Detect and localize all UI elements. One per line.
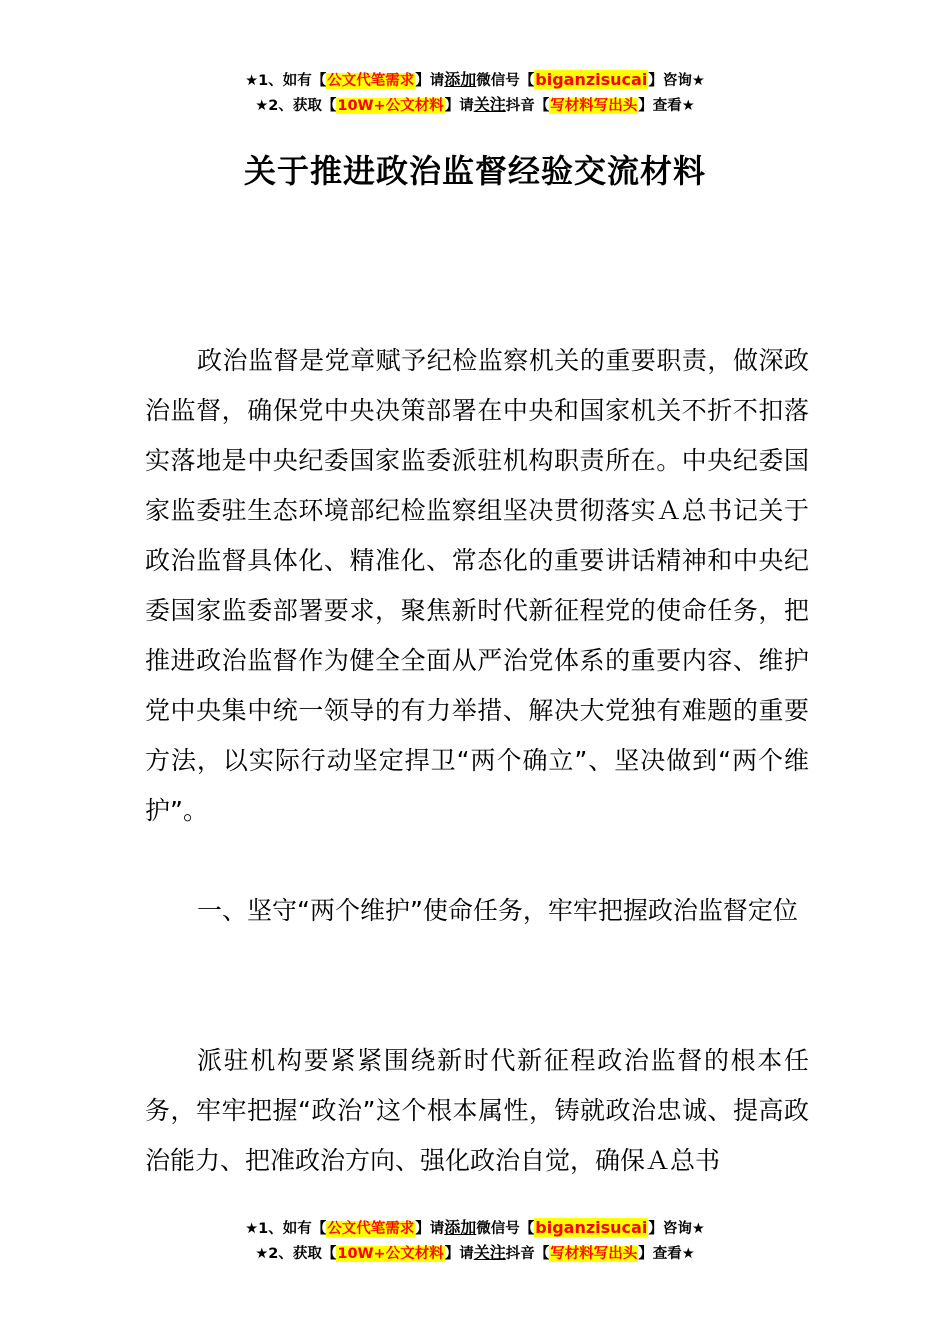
banner-text: 】请 xyxy=(415,73,445,89)
banner-wechat-id: biganzisucai xyxy=(535,70,648,89)
banner-highlight: 公文代笔需求 xyxy=(327,1221,415,1237)
banner-text: 微信号【 xyxy=(476,73,535,89)
banner-text: ★2、获取【 xyxy=(255,98,337,114)
banner-text: 微信号【 xyxy=(476,1221,535,1237)
banner-text: 】请 xyxy=(444,98,474,114)
banner-line-1 xyxy=(0,68,950,93)
body-paragraph-2: 派驻机构要紧紧围绕新时代新征程政治监督的根本任务，牢牢把握“政治”这个根本属性，铸就政治忠诚、提高政治能力、把准政治方向、强化政治自觉，确保Ａ总书 xyxy=(145,1046,809,1175)
header-banner xyxy=(0,68,950,118)
banner-text: 抖音【 xyxy=(505,1246,550,1262)
banner-emphasis: 添加 xyxy=(444,1218,477,1237)
banner-highlight: 10W+公文材料 xyxy=(337,1246,444,1262)
banner-text: 】查看★ xyxy=(638,1246,695,1262)
body-paragraph-1: 政治监督是党章赋予纪检监察机关的重要职责，做深政治监督，确保党中央决策部署在中央和国家机关不折不扣落实落地是中央纪委国家监委派驻机构职责所在。中央纪委国家监委驻生态环境部纪检监察组坚决贯彻落实Ａ总书记关于政治监督具体化、精准化、常态化的重要讲话精神和中央纪委国家监委部署要求，聚焦新时代新征程党的使命任务，把推进政治监督作为健全全面从严治党体系的重要内容、维护党中央集中统一领导的有力举措、解决大党独有难题的重要方法，以实际行动坚定捍卫“两个确立”、坚决做到“两个维护”。 xyxy=(145,346,809,825)
banner-text: ★1、如有【 xyxy=(245,1221,327,1237)
banner-text: 】查看★ xyxy=(638,98,695,114)
banner-highlight: 10W+公文材料 xyxy=(337,98,444,114)
banner-emphasis: 关注 xyxy=(473,95,506,114)
banner-text: 】请 xyxy=(415,1221,445,1237)
banner-text: 】请 xyxy=(444,1246,474,1262)
footer-banner xyxy=(0,1216,950,1266)
banner-emphasis: 关注 xyxy=(473,1243,506,1262)
banner-line-2 xyxy=(0,93,950,118)
banner-highlight: 写材料写出头 xyxy=(550,1246,638,1262)
section-heading-1: 一、坚守“两个维护”使命任务，牢牢把握政治监督定位 xyxy=(197,896,798,925)
banner-text: ★2、获取【 xyxy=(255,1246,337,1262)
banner-text: 】咨询★ xyxy=(648,73,705,89)
banner-text: ★1、如有【 xyxy=(245,73,327,89)
banner-text: 】咨询★ xyxy=(648,1221,705,1237)
banner-emphasis: 添加 xyxy=(444,70,477,89)
banner-highlight: 写材料写出头 xyxy=(550,98,638,114)
banner-line-1 xyxy=(0,1216,950,1241)
banner-text: 抖音【 xyxy=(505,98,550,114)
banner-wechat-id: biganzisucai xyxy=(535,1218,648,1237)
document-title: 关于推进政治监督经验交流材料 xyxy=(243,152,706,190)
banner-highlight: 公文代笔需求 xyxy=(327,73,415,89)
banner-line-2 xyxy=(0,1241,950,1266)
